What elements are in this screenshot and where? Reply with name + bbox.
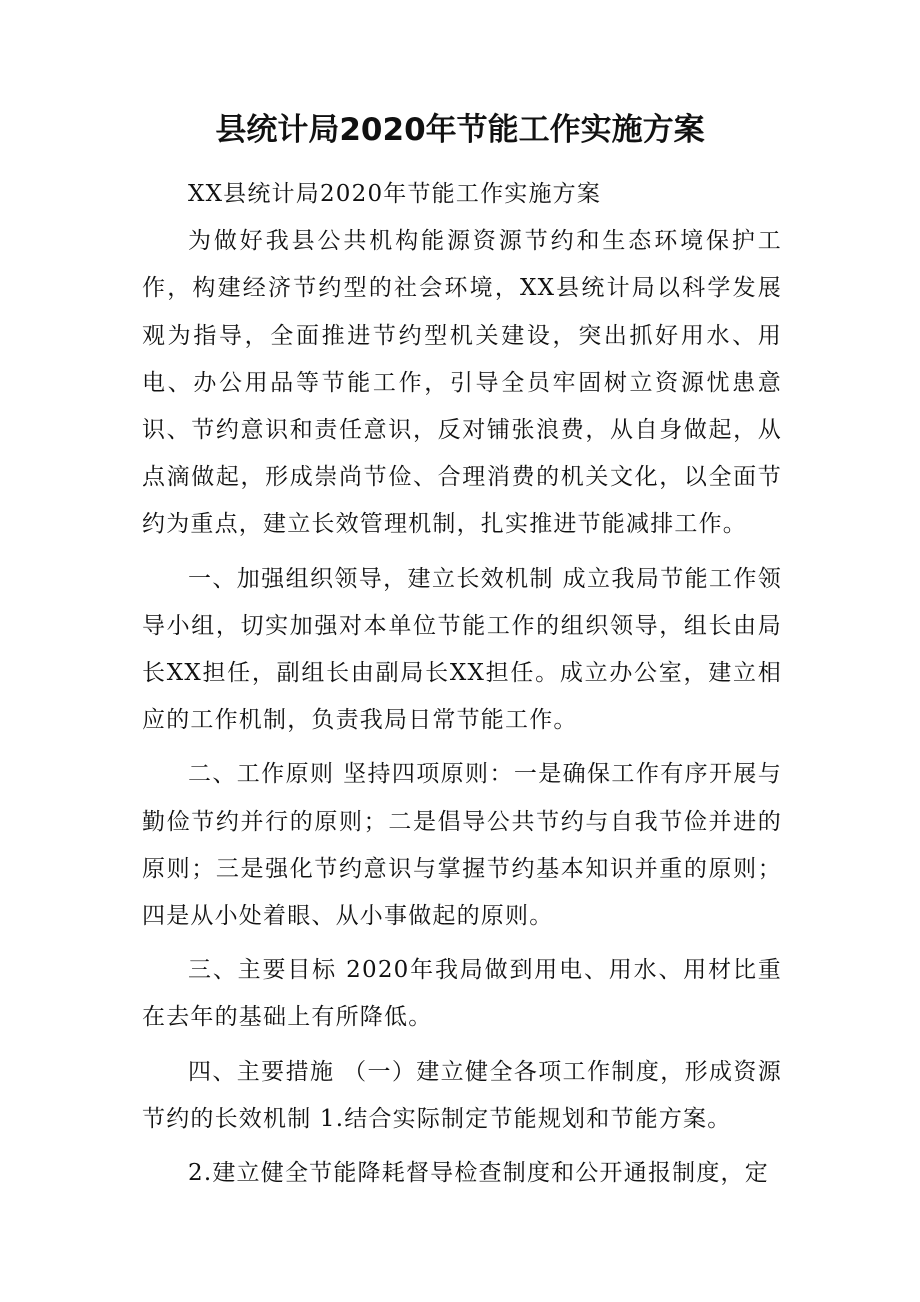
document-title: 县统计局2020年节能工作实施方案 [215, 112, 705, 148]
section-1-paragraph: 一、加强组织领导，建立长效机制 成立我局节能工作领导小组，切实加强对本单位节能工作的组织领导，组长由局长XX担任，副组长由副局长XX担任。成立办公室，建立相应的工作机制，负责我局日常节能工作。 [142, 565, 782, 734]
section-4-paragraph: 四、主要措施 （一）建立健全各项工作制度，形成资源节约的长效机制 1.结合实际制定节能规划和节能方案。 [142, 1058, 782, 1132]
subtitle-paragraph: XX县统计局2020年节能工作实施方案 [188, 181, 602, 207]
intro-paragraph: 为做好我县公共机构能源资源节约和生态环境保护工作，构建经济节约型的社会环境，XX县统计局以科学发展观为指导，全面推进节约型机关建设，突出抓好用水、用电、办公用品等节能工作，引导全员牢固树立资源忧患意识、节约意识和责任意识，反对铺张浪费，从自身做起，从点滴做起，形成崇尚节俭、合理消费的机关文化，以全面节约为重点，建立长效管理机制，扎实推进节能减排工作。 [142, 228, 782, 538]
section-3-paragraph: 三、主要目标 2020年我局做到用电、用水、用材比重在去年的基础上有所降低。 [142, 957, 782, 1031]
measure-2-paragraph: 2.建立健全节能降耗督导检查制度和公开通报制度，定 [188, 1160, 769, 1187]
section-2-paragraph: 二、工作原则 坚持四项原则：一是确保工作有序开展与勤俭节约并行的原则；二是倡导公共节约与自我节俭并进的原则；三是强化节约意识与掌握节约基本知识并重的原则；四是从小处着眼、从小事做起的原则。 [142, 761, 782, 930]
document-body [142, 171, 782, 1197]
